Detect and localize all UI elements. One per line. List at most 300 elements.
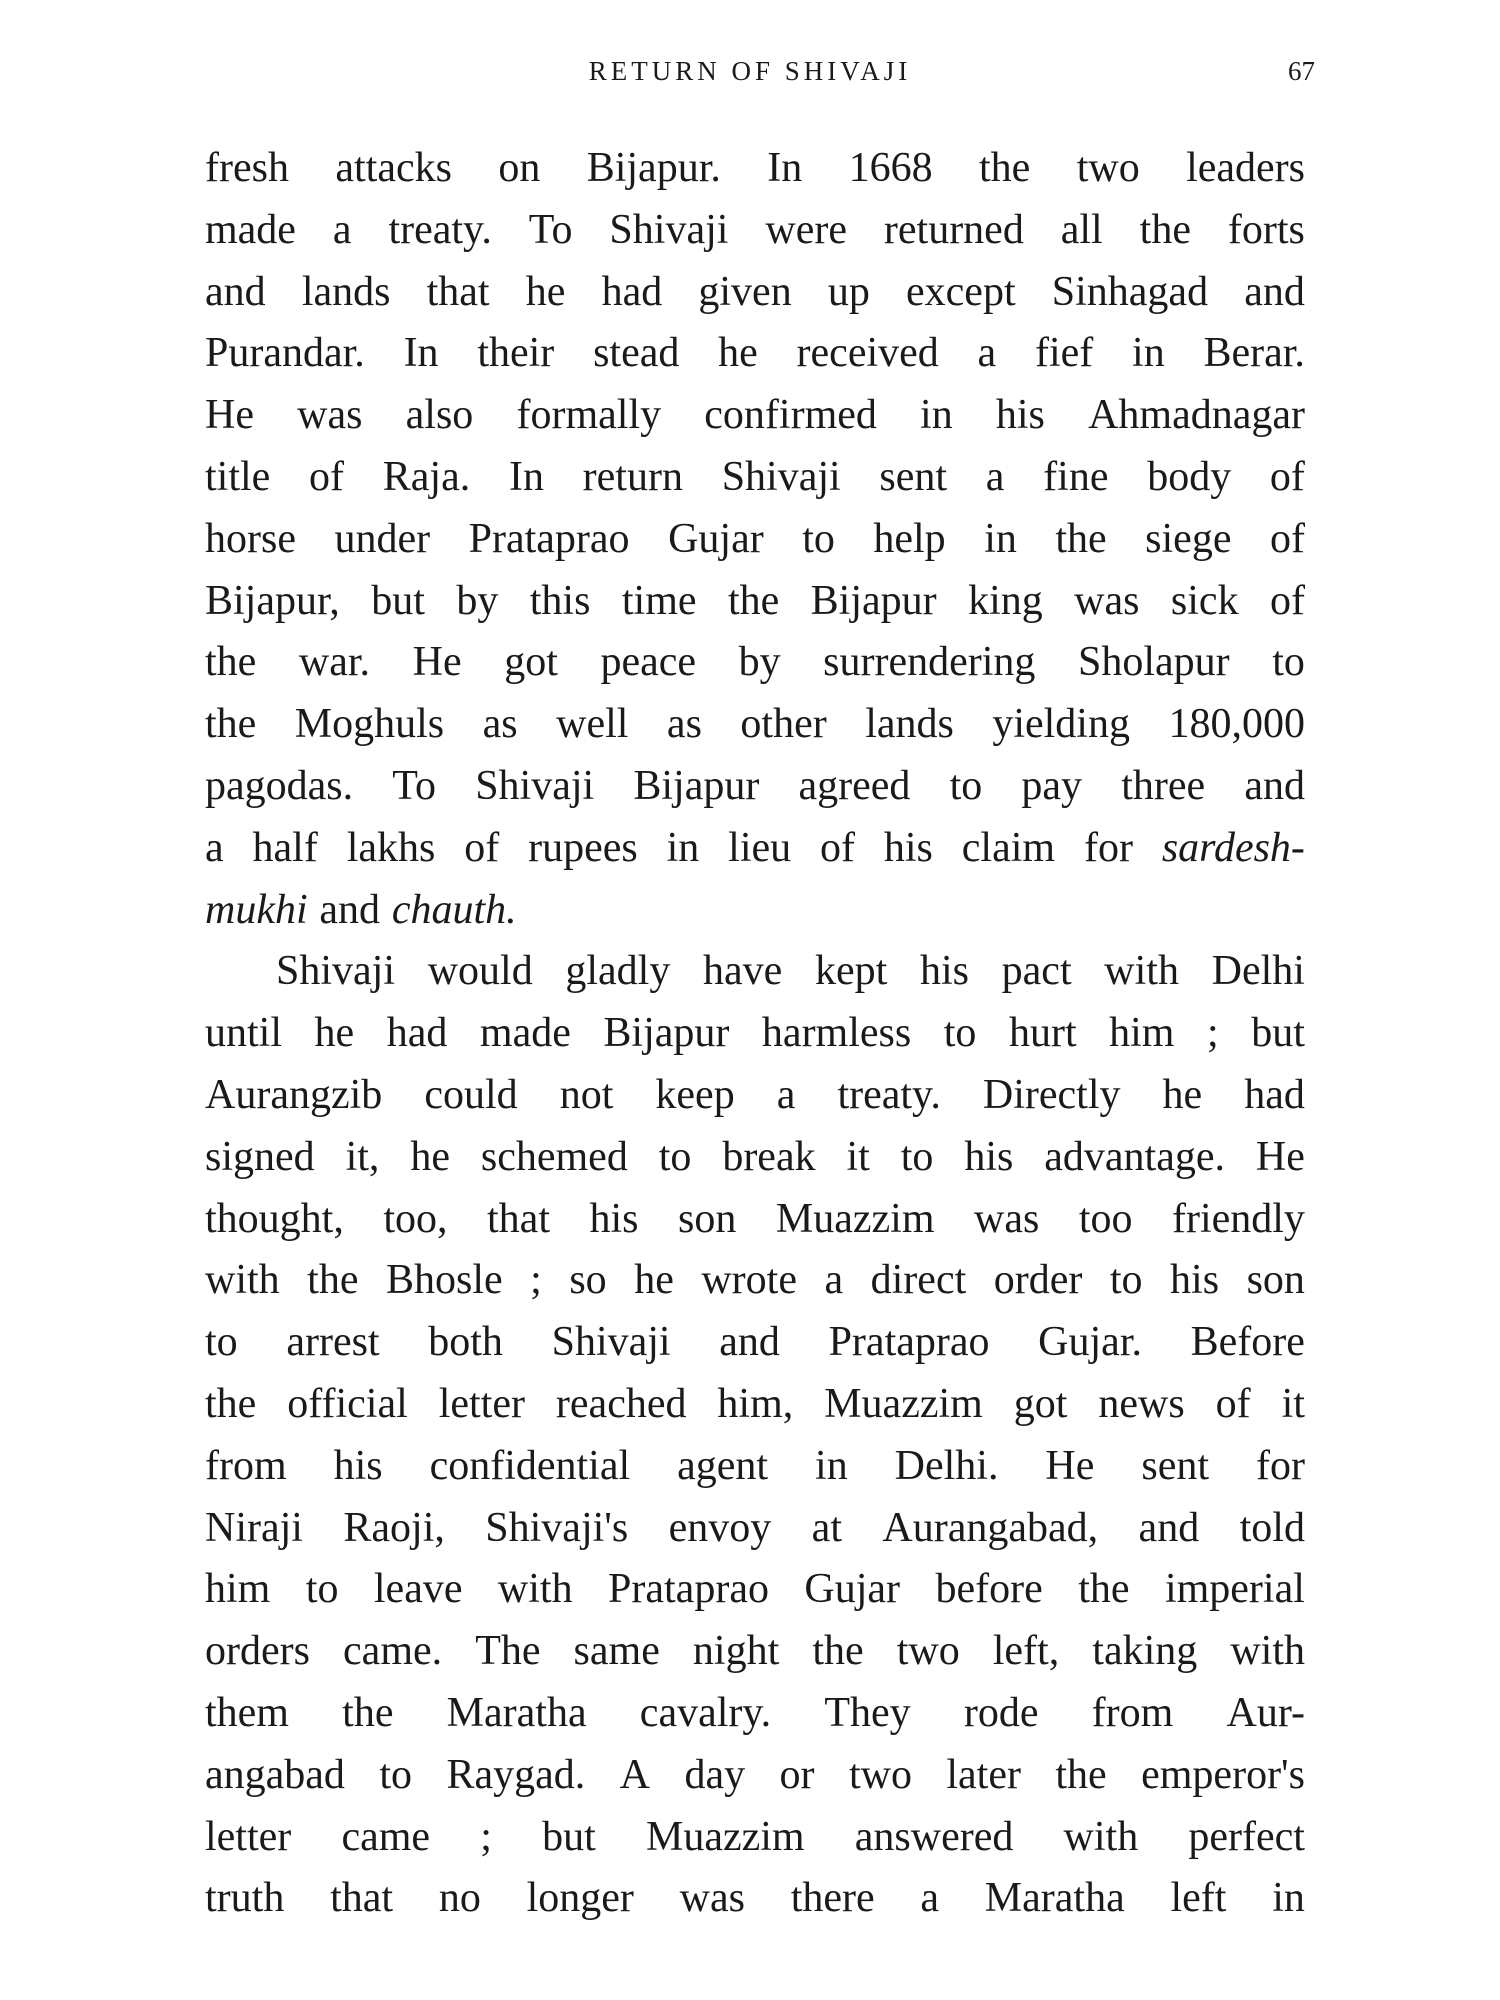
word: left, [992,1628,1060,1675]
word: had [386,1010,448,1057]
word: too, [383,1195,448,1242]
word: of [464,824,500,871]
word: official [287,1380,408,1427]
word: Delhi. [894,1442,999,1489]
word: or [779,1751,815,1798]
word: time [621,577,697,624]
text-line [205,262,1305,324]
word: the [342,1689,394,1736]
text-line [205,447,1305,509]
word: told [1239,1504,1305,1551]
word: and [719,1319,780,1366]
word: perfect [1188,1813,1305,1860]
word: He [412,639,462,686]
word: reached [555,1380,687,1427]
word: a [920,1875,940,1922]
word: to [802,515,835,562]
word: from [1091,1689,1174,1736]
word: harmless [761,1010,912,1057]
word: by [456,577,499,624]
word: under [334,515,431,562]
word: Shivaji's [485,1504,629,1551]
word: but [371,577,425,624]
word: his [919,948,969,995]
word: he [634,1257,674,1304]
word: also [405,392,474,439]
text-line [205,1745,1305,1807]
word: them [205,1689,289,1736]
word: mukhi [205,886,308,933]
word: as [482,701,518,748]
word: order [993,1257,1083,1304]
word: to [305,1566,339,1613]
word: They [824,1689,911,1736]
text-line [205,880,1305,942]
word: the [1078,1566,1130,1613]
word: treaty. [388,206,492,253]
text-line [205,323,1305,385]
text-line [205,1189,1305,1251]
word: made [479,1010,571,1057]
word: to [658,1133,692,1180]
text-line [205,571,1305,633]
word: war. [298,639,371,686]
word: with [1230,1628,1305,1675]
word: taking [1092,1628,1198,1675]
word: had [1244,1071,1305,1118]
word: Gujar. [1038,1319,1142,1366]
word: fresh [205,145,289,191]
word: from [205,1442,287,1489]
word: he [718,330,758,377]
word: 1668 [848,145,933,191]
word: Prataprao [608,1566,769,1613]
word: in [1132,330,1165,377]
word: attacks [335,145,452,191]
word: the [1139,206,1191,253]
word: schemed [480,1133,628,1180]
text-line [205,1065,1305,1127]
word: direct [870,1257,967,1304]
text-line [205,1312,1305,1374]
word: in [815,1442,848,1489]
word: wrote [701,1257,797,1304]
word: on [498,145,541,191]
text-line [205,385,1305,447]
word: Shivaji [475,762,595,809]
word: with [1104,948,1179,995]
word: and [1244,268,1305,315]
word: of [1270,577,1305,624]
word: with [205,1257,280,1304]
word: and [1138,1504,1200,1551]
word: Directly [982,1071,1121,1118]
word: the [205,701,257,748]
word: a [824,1257,844,1304]
word: keep [655,1071,735,1118]
word: he [314,1010,355,1057]
word: To [528,206,573,253]
word: He [1045,1442,1095,1489]
word: for [1255,1442,1305,1489]
word: Bijapur [810,577,937,624]
word: and [319,886,381,933]
word: Gujar [804,1566,901,1613]
word: he [410,1133,450,1180]
word: would [427,948,533,995]
word: in [1272,1875,1305,1922]
word: Raygad. [446,1751,586,1798]
word: A [619,1751,651,1798]
word: have [703,948,783,995]
text-line [205,694,1305,756]
word: got [504,639,558,686]
word: two [896,1628,960,1675]
word: Raja. [382,453,471,500]
word: it [846,1133,870,1180]
word: it [1281,1380,1305,1427]
word: forts [1227,206,1305,253]
word: at [811,1504,842,1551]
word: given [698,268,792,315]
word: Prataprao [468,515,630,562]
word: fief [1034,330,1094,377]
word: ; [480,1813,492,1860]
word: the [307,1257,359,1304]
word: to [205,1319,238,1366]
word: In [767,145,803,191]
word: answered [854,1813,1014,1860]
word: sent [1141,1442,1210,1489]
word: no [438,1875,481,1922]
word: but [542,1813,596,1860]
running-head [0,56,1500,96]
page-number: 67 [1288,56,1315,86]
word: Aur- [1226,1689,1305,1736]
word: received [796,330,939,377]
word: to [1109,1257,1143,1304]
word: except [906,268,1016,315]
word: he [525,268,566,315]
word: two [1076,145,1140,191]
word: agreed [798,762,911,809]
word: half [252,824,318,871]
text-line [205,1003,1305,1065]
word: arrest [286,1319,380,1366]
word: that [330,1875,394,1922]
text-line [205,1127,1305,1189]
word: longer [526,1875,634,1922]
word: all [1060,206,1103,253]
text-line [205,1807,1305,1869]
word: were [765,206,847,253]
word: Berar. [1203,330,1305,377]
word: to [379,1751,413,1798]
word: to [943,1010,977,1057]
word: fine [1043,453,1109,500]
word: Muazzim [824,1380,983,1427]
word: lands [301,268,391,315]
word: Before [1190,1319,1305,1366]
word: confirmed [704,392,877,439]
text-line [205,818,1305,880]
word: came [341,1813,431,1860]
word: Prataprao [828,1319,990,1366]
word: letter [205,1813,292,1860]
word: Purandar. [205,330,365,377]
word: his [1170,1257,1220,1304]
word: body [1147,453,1232,500]
word: by [738,639,781,686]
word: a [332,206,352,253]
word: son [678,1195,737,1242]
word: break [722,1133,816,1180]
word: the [1055,515,1107,562]
word: was [1074,577,1140,624]
word: leaders [1186,145,1305,191]
word: Maratha [446,1689,587,1736]
word: to [949,762,983,809]
word: stead [593,330,680,377]
word: He [1255,1133,1305,1180]
word: confidential [429,1442,631,1489]
running-head-title: RETURN OF SHIVAJI [588,56,912,86]
word: was [973,1195,1040,1242]
word: pact [1001,948,1072,995]
word: Moghuls [294,701,445,748]
word: he [1162,1071,1203,1118]
word: a [205,824,224,871]
word: was [679,1875,745,1922]
word: Bijapur [603,1010,730,1057]
word: the [812,1628,864,1675]
word: the [205,1380,257,1427]
word: with [1063,1813,1139,1860]
word: Bhosle [385,1257,503,1304]
word: rupees [528,824,638,871]
word: the [979,145,1031,191]
word: Shivaji [276,948,396,995]
word: well [556,701,629,748]
word: In [403,330,439,377]
word: 180,000 [1168,701,1305,748]
word: three [1121,762,1206,809]
word: got [1013,1380,1068,1427]
word: He [205,392,254,439]
word: until [205,1010,283,1057]
word: lakhs [346,824,436,871]
word: Aurangzib [205,1071,383,1118]
word: of [309,453,345,500]
word: night [692,1628,780,1675]
word: so [569,1257,607,1304]
word: Bijapur [633,762,760,809]
word: in [666,824,700,871]
word: letter [438,1380,525,1427]
word: Shivaji [609,206,729,253]
word: Bijapur, [205,577,340,624]
text-line [205,1374,1305,1436]
word: peace [600,639,697,686]
word: friendly [1171,1195,1305,1242]
word: their [477,330,555,377]
word: sick [1170,577,1239,624]
word: lieu [728,824,792,871]
word: left [1170,1875,1227,1922]
word: his [883,824,933,871]
word: later [946,1751,1021,1798]
word: Delhi [1211,948,1305,995]
word: title [205,453,271,500]
word: and [205,268,266,315]
word: siege [1145,515,1232,562]
word: it, [345,1133,380,1180]
word: Shivaji [551,1319,671,1366]
word: Gujar [668,515,764,562]
text-line [205,1621,1305,1683]
word: kept [814,948,888,995]
word: sent [879,453,948,500]
word: that [426,268,490,315]
word: The [475,1628,541,1675]
word: as [666,701,702,748]
word: came. [343,1628,443,1675]
word: the [727,577,780,624]
word: Muazzim [645,1813,805,1860]
word: thought, [205,1195,344,1242]
word: Maratha [984,1875,1125,1922]
text-line [205,200,1305,262]
text-line [205,632,1305,694]
text-line [205,1498,1305,1560]
word: Niraji [205,1504,303,1551]
word: both [428,1319,503,1366]
word: advantage. [1044,1133,1225,1180]
word: envoy [668,1504,772,1551]
word: his [995,392,1045,439]
text-line [205,756,1305,818]
text-line [205,1683,1305,1745]
word: Muazzim [775,1195,935,1242]
text-line [205,1868,1305,1930]
word: formally [516,392,662,439]
word: horse [205,515,296,562]
text-line [205,941,1305,1003]
word: same [573,1628,660,1675]
word: him [205,1566,271,1613]
word: gladly [565,948,671,995]
word: pagodas. [205,762,354,809]
word: in [984,515,1017,562]
word: him [1109,1010,1175,1057]
word: of [1215,1380,1251,1427]
word: of [1269,515,1305,562]
word: with [497,1566,573,1613]
text-line [205,138,1305,200]
word: a [985,453,1005,500]
word: claim [961,824,1056,871]
word: a [977,330,997,377]
word: his [589,1195,639,1242]
word: angabad [205,1751,345,1798]
word: Sholapur [1078,639,1230,686]
word: truth [205,1875,285,1922]
word: him, [717,1380,794,1427]
word: to [900,1133,934,1180]
word: chauth. [391,886,517,933]
word: pay [1021,762,1083,809]
word: In [508,453,544,500]
word: To [392,762,437,809]
text-line [205,1559,1305,1621]
word: there [790,1875,875,1922]
word: Raoji, [343,1504,445,1551]
word: the [205,639,257,686]
word: of [1269,453,1305,500]
word: returned [883,206,1024,253]
word: and [1244,762,1305,809]
word: ; [1207,1010,1219,1057]
word: ; [530,1257,542,1304]
word: treaty. [837,1071,941,1118]
word: that [487,1195,550,1242]
word: Sinhagad [1051,268,1209,315]
word: rode [963,1689,1039,1736]
word: surrendering [823,639,1036,686]
word: lands [865,701,954,748]
word: agent [677,1442,769,1489]
word: imperial [1164,1566,1305,1613]
word: had [601,268,663,315]
word: was [297,392,363,439]
word: cavalry. [639,1689,772,1736]
word: but [1251,1010,1305,1057]
word: could [424,1071,518,1118]
word: orders [205,1628,310,1675]
word: sardesh- [1161,824,1305,871]
word: day [684,1751,746,1798]
word: emperor's [1141,1751,1305,1798]
word: his [333,1442,383,1489]
word: two [848,1751,912,1798]
text-line [205,1250,1305,1312]
word: made [205,206,296,253]
word: hurt [1008,1010,1077,1057]
text-line [205,509,1305,571]
word: son [1246,1257,1305,1304]
word: his [964,1133,1014,1180]
word: this [529,577,591,624]
word: return [582,453,683,500]
word: not [559,1071,614,1118]
word: Aurangabad, [882,1504,1099,1551]
word: a [776,1071,796,1118]
word: signed [205,1133,315,1180]
word: Shivaji [721,453,841,500]
word: before [935,1566,1043,1613]
text-line [205,1436,1305,1498]
body-text [205,138,1305,1930]
word: yielding [992,701,1130,748]
word: the [1055,1751,1107,1798]
word: leave [373,1566,463,1613]
word: Bijapur. [586,145,721,191]
word: king [968,577,1043,624]
word: for [1083,824,1133,871]
word: of [820,824,856,871]
word: news [1098,1380,1185,1427]
word: to [1272,639,1305,686]
